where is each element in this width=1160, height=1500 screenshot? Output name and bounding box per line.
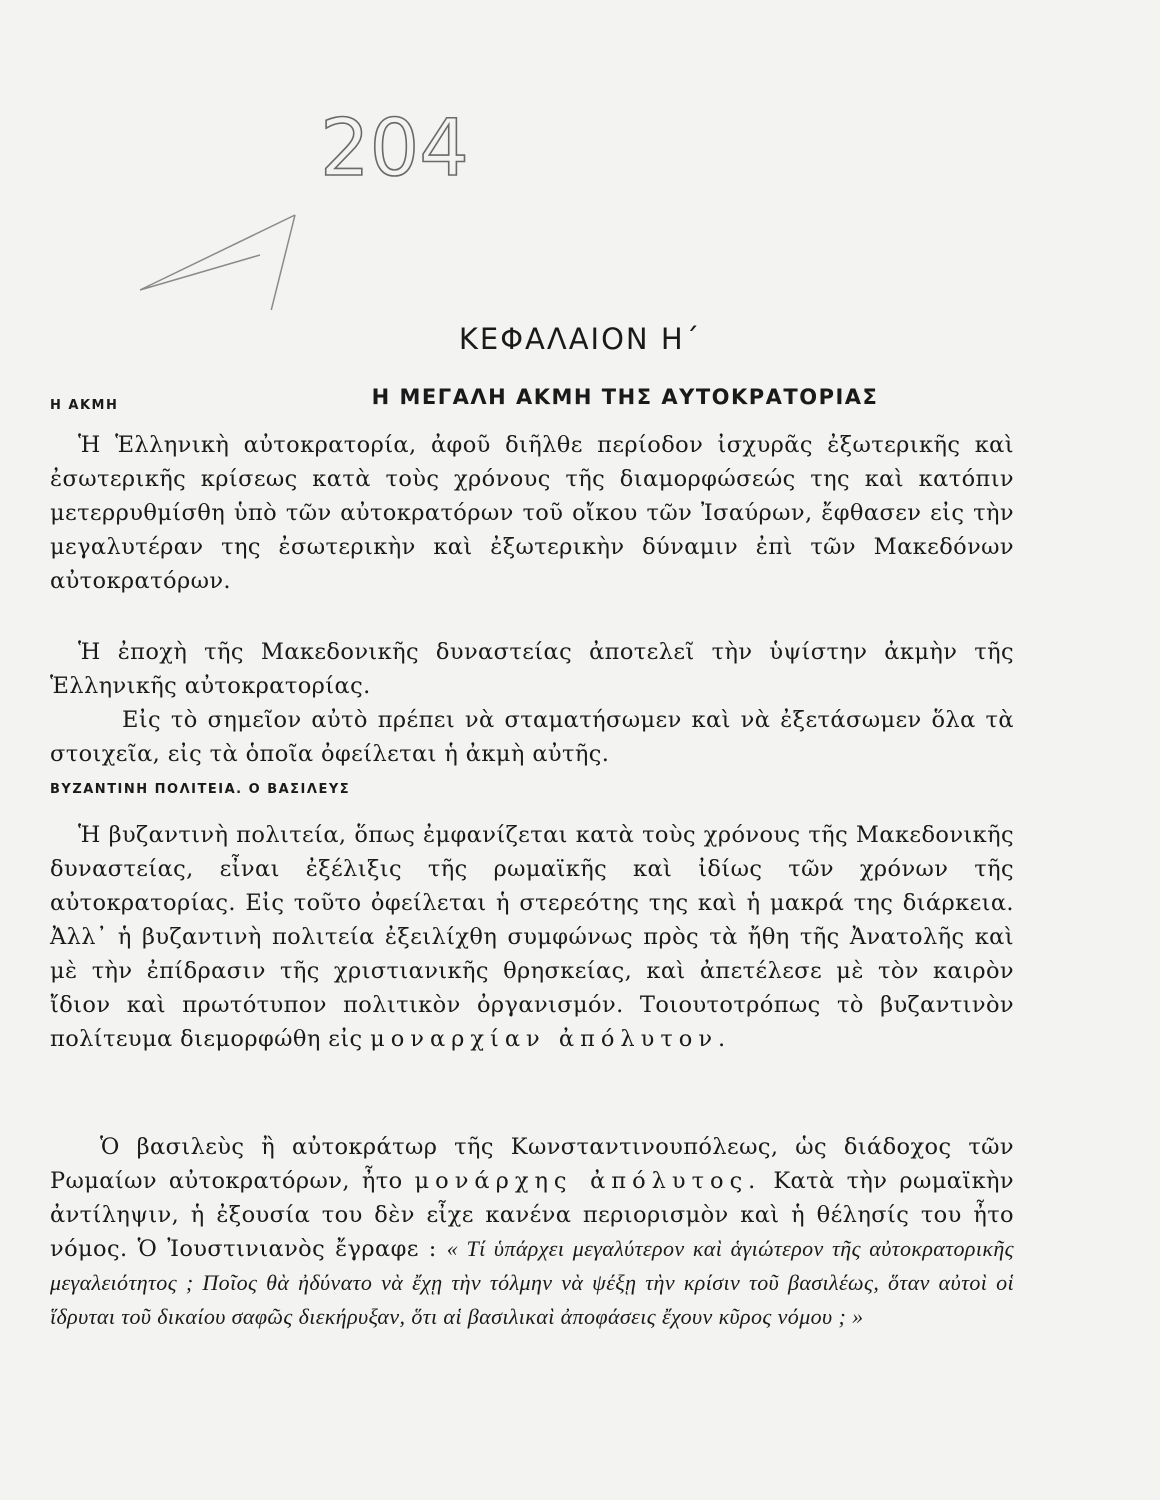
- annotation-number: 204: [320, 104, 469, 194]
- handwritten-annotation: [120, 90, 500, 310]
- emphasis-text: μονάρχης ἀπόλυτος.: [414, 1168, 762, 1194]
- paragraph: [50, 818, 1014, 1056]
- paragraph-text: Ὁ βασιλεὺς ἢ αὐτοκράτωρ τῆς Κωνσταντινουπόλεως, ὡς διάδοχος τῶν Ρωμαίων αὐτοκρατόρων, ἦτο: [50, 1134, 1014, 1194]
- arrow-mark-icon: [140, 215, 295, 310]
- paragraph-text: Κατὰ τὴν ρωμαϊκὴν ἀντίληψιν, ἡ ἐξουσία του δὲν εἶχε κανένα περιορισμὸν καὶ ἡ θέλησίς του ἦτο νόμος. Ὁ Ἰουστινιανὸς ἔγραφε :: [50, 1168, 1014, 1262]
- chapter-subtitle: Η ΜΕΓΑΛΗ ΑΚΜΗ ΤΗΣ ΑΥΤΟΚΡΑΤΟΡΙΑΣ: [371, 385, 879, 410]
- section-heading-akmi: Η ΑΚΜΗ: [50, 398, 119, 413]
- section-heading-politeia: ΒΥΖΑΝΤΙΝΗ ΠΟΛΙΤΕΙΑ. Ο ΒΑΣΙΛΕΥΣ: [50, 782, 351, 797]
- paragraph: Ἡ Ἑλληνικὴ αὐτοκρατορία, ἀφοῦ διῆλθε περίοδον ἰσχυρᾶς ἐξωτερικῆς καὶ ἐσωτερικῆς κρίσεως κατὰ τοὺς χρόνους τῆς διαμορφώσεώς της καὶ κατόπιν μετερρυθμίσθη ὑπὸ τῶν αὐτοκρατόρων τοῦ οἴκου τῶν Ἰσαύρων, ἔφθασεν εἰς τὴν μεγαλυτέραν της ἐσωτερικὴν καὶ ἐξωτερικὴν δύναμιν ἐπὶ τῶν Μακεδόνων αὐτοκρατόρων.: [50, 432, 1014, 594]
- paragraph: Εἰς τὸ σημεῖον αὐτὸ πρέπει νὰ σταματήσωμεν καὶ νὰ ἐξετάσωμεν ὅλα τὰ στοιχεῖα, εἰς τὰ ὁποῖα ὀφείλεται ἡ ἀκμὴ αὐτῆς.: [50, 707, 1014, 767]
- emphasis-text: μοναρχίαν ἀπόλυτον.: [370, 1026, 732, 1052]
- paragraph-text: Ἡ βυζαντινὴ πολιτεία, ὅπως ἐμφανίζεται κατὰ τοὺς χρόνους τῆς Μακεδονικῆς δυναστείας, εἶναι ἐξέλιξις τῆς ρωμαϊκῆς καὶ ἰδίως τῶν χρόνων τῆς αὐτοκρατορίας. Εἰς τοῦτο ὀφείλεται ἡ στερεότης της καὶ ἡ μακρά της διάρκεια. Ἀλλ᾽ ἡ βυζαντινὴ πολιτεία ἐξειλίχθη συμφώνως πρὸς τὰ ἤθη τῆς Ἀνατολῆς καὶ μὲ τὴν ἐπίδρασιν τῆς χριστιανικῆς θρησκείας, καὶ ἀπετέλεσε μὲ τὸν καιρὸν ἴδιον καὶ πρωτότυπον πολιτικὸν ὀργανισμόν. Τοιουτοτρόπως τὸ βυζαντινὸν πολίτευμα διεμορφώθη εἰς: [50, 822, 1014, 1052]
- chapter-title: ΚΕΦΑΛΑΙΟΝ Η΄: [458, 322, 702, 357]
- justinian-quote: « Τί ὑπάρχει μεγαλύτερον καὶ ἁγιώτερον τῆς αὐτοκρατορικῆς μεγαλειότητος ; Ποῖος θὰ ἠδύνατο νὰ ἔχῃ τὴν τόλμην νὰ ψέξῃ τὴν κρίσιν τοῦ βασιλέως, ὅταν αὐτοὶ οἱ ἵδρυται τοῦ δικαίου σαφῶς διεκήρυξαν, ὅτι αἱ βασιλικαὶ ἀποφάσεις ἔχουν κῦρος νόμου ; »: [50, 1236, 1014, 1329]
- paragraph: Ἡ ἐποχὴ τῆς Μακεδονικῆς δυναστείας ἀποτελεῖ τὴν ὑψίστην ἀκμὴν τῆς Ἑλληνικῆς αὐτοκρατορίας.: [50, 639, 1014, 699]
- paragraph: [50, 1130, 1014, 1334]
